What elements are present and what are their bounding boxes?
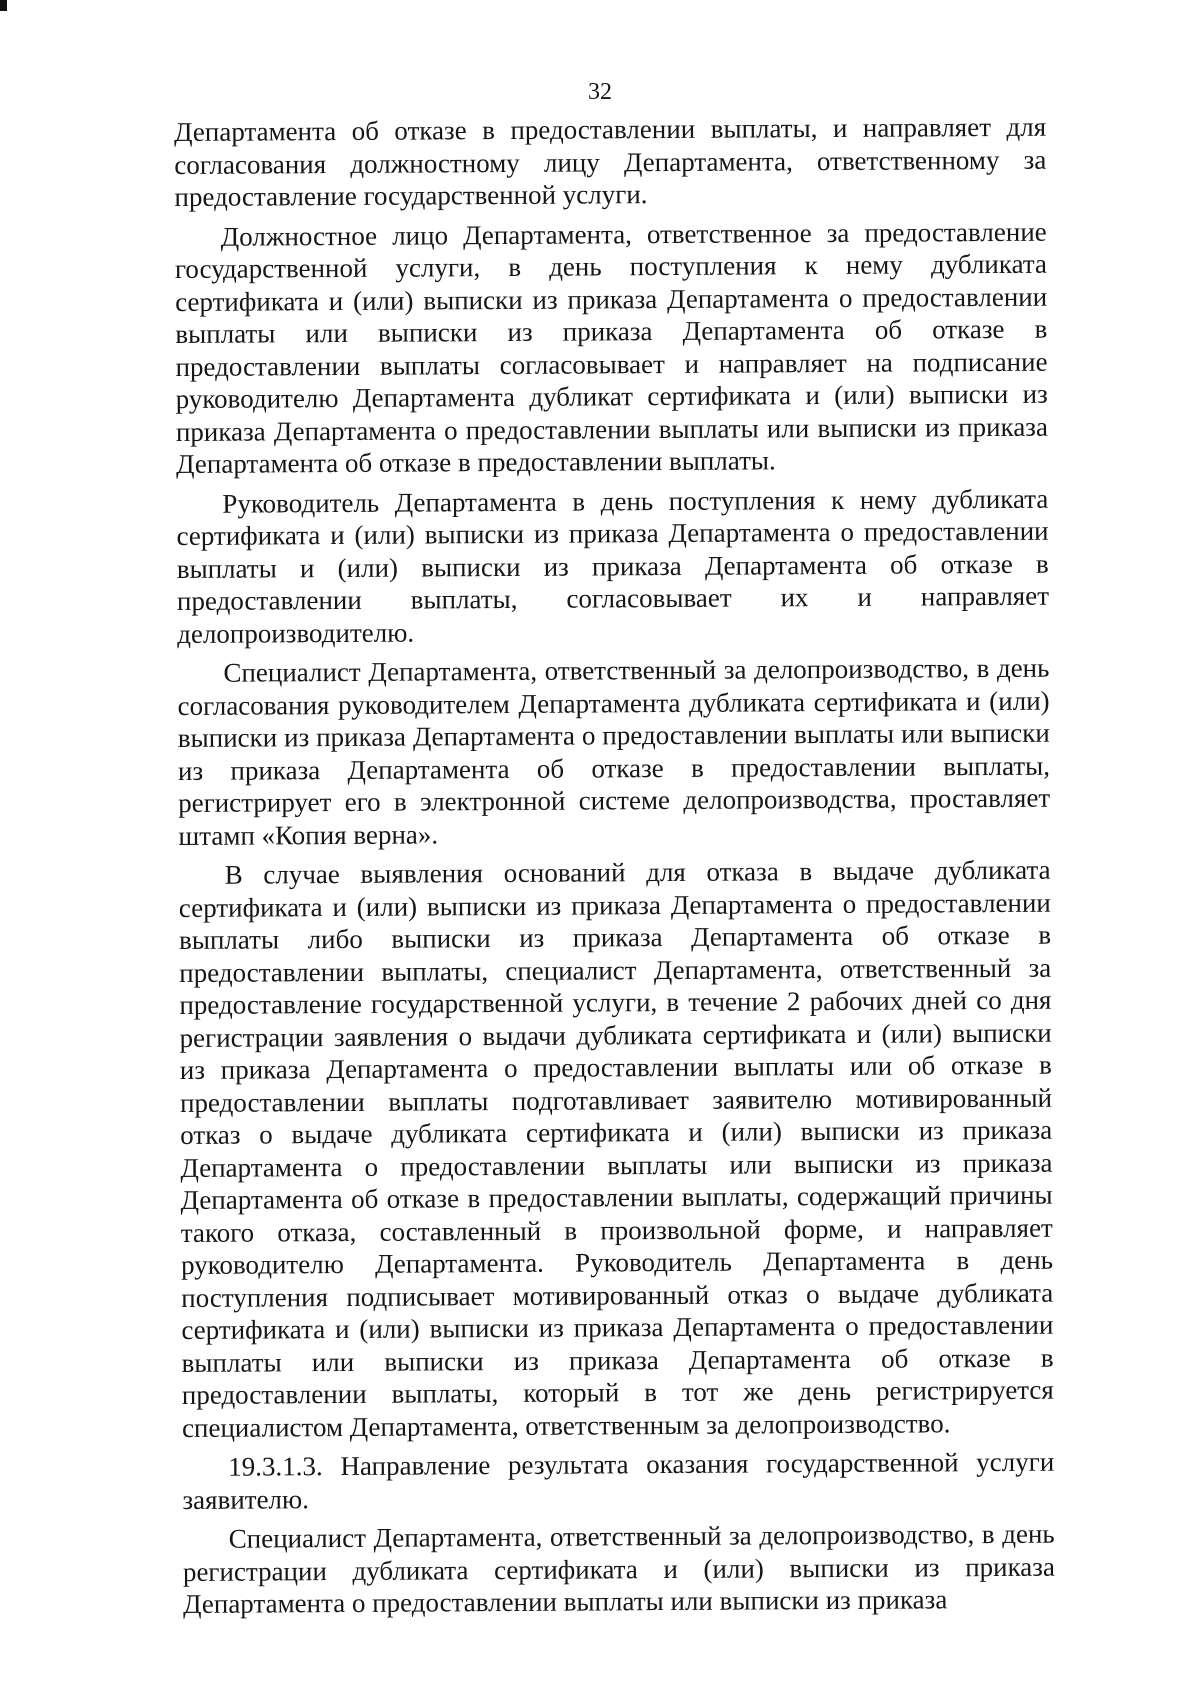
section-heading-19-3-1-3: 19.3.1.3. Направление результата оказания государственной услуги заявителю. xyxy=(182,1446,1055,1515)
document-body xyxy=(174,111,1055,1621)
page-number: 32 xyxy=(588,79,612,105)
paragraph-registration: Специалист Департамента, ответственный за делопроизводство, в день согласования руководителем Департамента дубликата сертификата и (или) выписки из приказа Департамента о предоставлении выплаты или выписки из приказа Департамента об отказе в предоставлении выплаты, регистрирует его в электронной системе делопроизводства, проставляет штамп «Копия верна». xyxy=(177,652,1051,851)
paragraph-head-approval: Руководитель Департамента в день поступления к нему дубликата сертификата и (или) выписки из приказа Департамента о предоставлении выплаты и (или) выписки из приказа Департамента об отказе в предоставлении выплаты, согласовывает их и направляет делопроизводителю. xyxy=(176,483,1050,649)
paragraph-result-delivery: Специалист Департамента, ответственный за делопроизводство, в день регистрации дубликата сертификата и (или) выписки из приказа Департамента о предоставлении выплаты или выписки из приказа xyxy=(182,1518,1055,1619)
paragraph-refusal: В случае выявления оснований для отказа в выдаче дубликата сертификата и (или) выписки из приказа Департамента о предоставлении выплаты либо выписки из приказа Департамента об отказе в предоставлении выплаты, специалист Департамента, ответственный за предоставление государственной услуги, в течение 2 рабочих дней со дня регистрации заявления о выдачи дубликата сертификата и (или) выписки из приказа Департамента о предоставлении выплаты или об отказе в предоставлении выплаты подготавливает заявителю мотивированный отказ о выдаче дубликата сертификата и (или) выписки из приказа Департамента о предоставлении выплаты или выписки из приказа Департамента об отказе в предоставлении выплаты, содержащий причины такого отказа, составленный в произвольной форме, и направляет руководителю Департамента. Руководитель Департамента в день поступления подписывает мотивированный отказ о выдаче дубликата сертификата и (или) выписки из приказа Департамента о предоставлении выплаты или выписки из приказа Департамента об отказе в предоставлении выплаты, который в тот же день регистрируется специалистом Департамента, ответственным за делопроизводство. xyxy=(178,854,1054,1443)
paragraph-official-approval: Должностное лицо Департамента, ответственное за предоставление государственной услуги, в день поступления к нему дубликата сертификата и (или) выписки из приказа Департамента о предоставлении выплаты или выписки из приказа Департамента об отказе в предоставлении выплаты согласовывает и направляет на подписание руководителю Департамента дубликат сертификата и (или) выписки из приказа Департамента о предоставлении выплаты или выписки из приказа Департамента об отказе в предоставлении выплаты. xyxy=(174,216,1049,479)
paragraph-continuation: Департамента об отказе в предоставлении выплаты, и направляет для согласования должностному лицу Департамента, ответственному за предоставление государственной услуги. xyxy=(174,111,1047,212)
